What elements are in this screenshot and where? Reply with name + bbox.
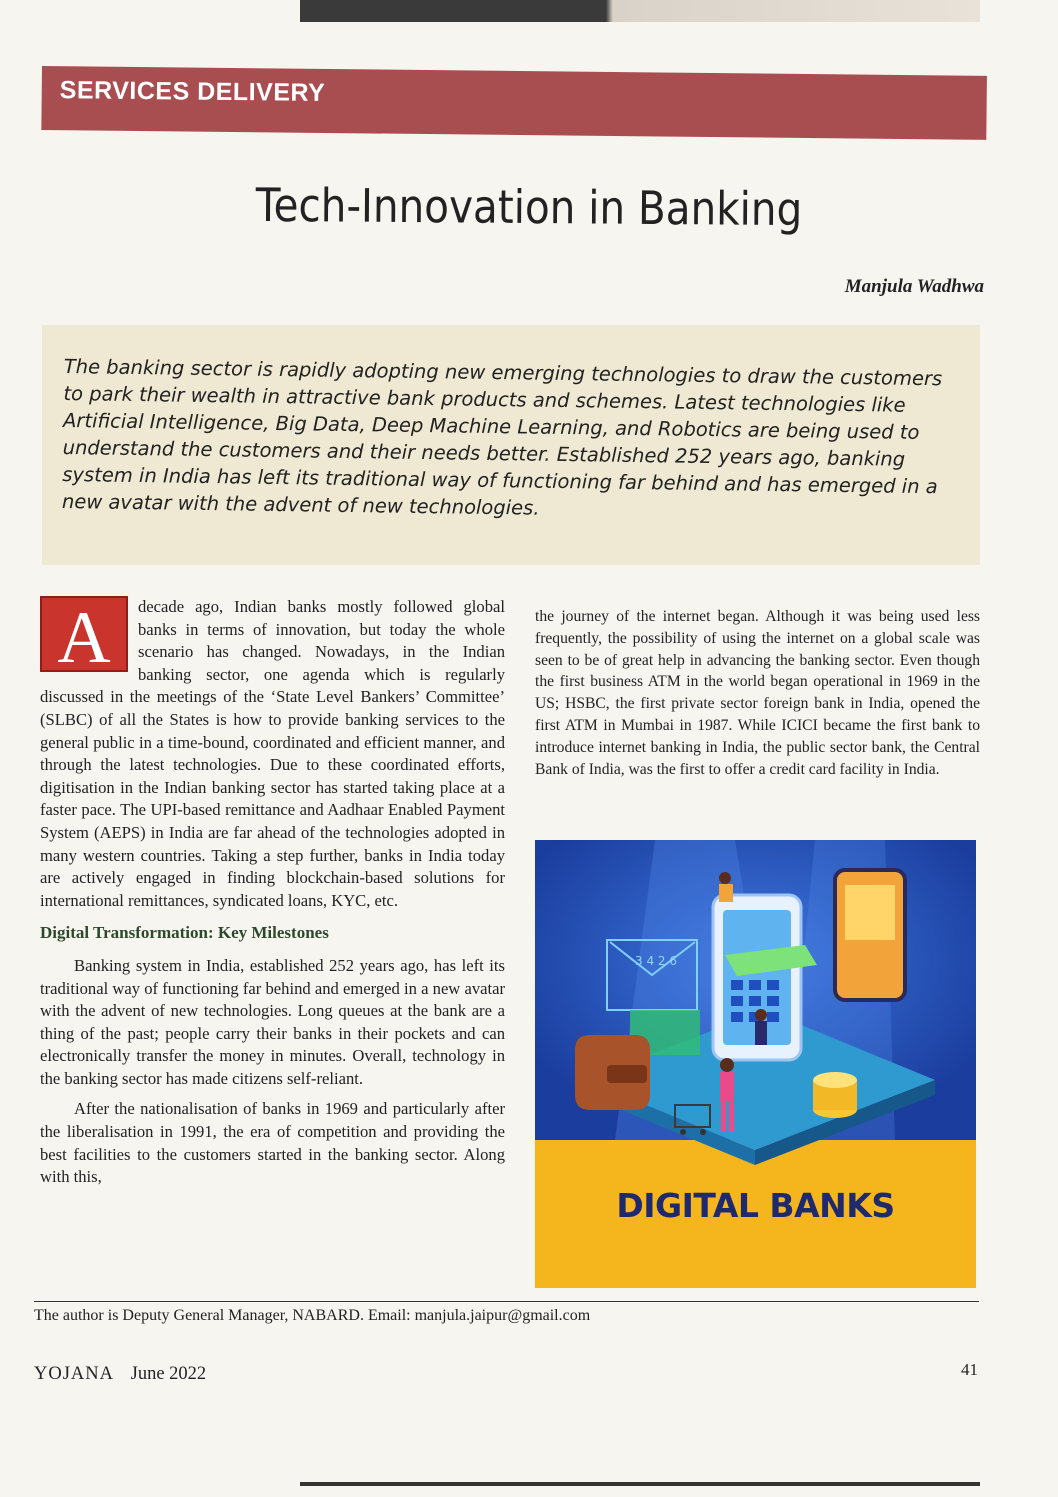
author-byline: Manjula Wadhwa [844,276,984,297]
top-page-edge [300,0,980,22]
author-footnote: The author is Deputy General Manager, NABARD. Email: manjula.jaipur@gmail.com [34,1307,591,1324]
bottom-page-edge [300,1482,980,1486]
keypad-digits: 3 4 2 6 [635,954,677,968]
article-title: Tech-Innovation in Banking [255,177,803,237]
right-column [535,606,980,780]
section-header-band [41,66,987,140]
keypad-icon [731,980,779,1022]
digital-banks-illustration [535,840,976,1288]
sitting-person-icon [719,872,731,884]
page-number: 41 [961,1360,978,1379]
shopper-body [720,1072,734,1102]
body-paragraph-1: decade ago, Indian banks mostly followed global banks in terms of innovation, but today the whole scenario has changed. Nowadays, in the Indian banking sector, one agenda which is regularly discussed in the meetings of the ‘State Level Bankers’ Committee’ (SLBC) of all the States is how to provide banking services to the general public in a time-bound, coordinated and efficient manner, and through the latest technologies. Due to these coordinated efforts, digitisation in the Indian banking sector has started taking place at a faster pace. The UPI-based remittance and Aadhaar Enabled Payment System (AEPS) in India are far ahead of the technologies adopted in many western countries. Taking a step further, banks in India today are actively engaged in finding blockchain-based solutions for international remittances, syndicated loans, KYC, etc. [40,597,505,910]
walker-head-icon [755,1009,767,1021]
abstract-box [42,325,980,565]
shopper-head-icon [720,1058,734,1072]
body-paragraph-2: Banking system in India, established 252 years ago, has left its traditional way of functioning far behind and emerged in a new avatar with the advent of new technologies. Long queues at the bank are a thing of the past; people carry their banks in their pockets and can electronically transfer the money in minutes. Overall, technology in the banking sector has made citizens self-reliant. [40,955,505,1088]
magazine-name: YOJANA [34,1364,114,1384]
drop-cap: A [40,596,128,672]
abstract-text: The banking sector is rapidly adopting new emerging technologies to draw the customers to park their wealth in attractive bank products and schemes. Latest technologies like Artificial Intelligence, Big Data, Deep Machine Learning, and Robotics are being used to understand the customers and their needs better. Established 252 years ago, banking system in India has left its traditional way of functioning far behind and has emerged in a new avatar with the advent of new technologies. [61,354,943,520]
footnote-divider [34,1301,979,1302]
left-column [40,596,505,1197]
section-label: SERVICES DELIVERY [59,76,326,107]
body-paragraph-3: After the nationalisation of banks in 1969 and particularly after the liberalisation in 1991, the era of competition and providing the best facilities to the customers started in the banking sector. Along with this, [40,1099,505,1187]
body-paragraph-4: the journey of the internet began. Although it was being used less frequently, the possibility of using the internet on a global scale was seen to be of great help in advancing the banking sector. Even though the first business ATM in the world began operational in 1969 in the US; HSBC, the first private sector foreign bank in India, opened the first ATM in Mumbai in 1987. While ICICI became the first bank to introduce internet banking in India, the public sector bank, the Central Bank of India, was the first to offer a credit card facility in India. [535,608,980,778]
subheading: Digital Transformation: Key Milestones [40,923,329,943]
issue-date: June 2022 [130,1364,207,1384]
shop-screen [845,885,895,940]
figure-caption: DIGITAL BANKS [616,1186,895,1225]
page-footer [34,1364,206,1385]
